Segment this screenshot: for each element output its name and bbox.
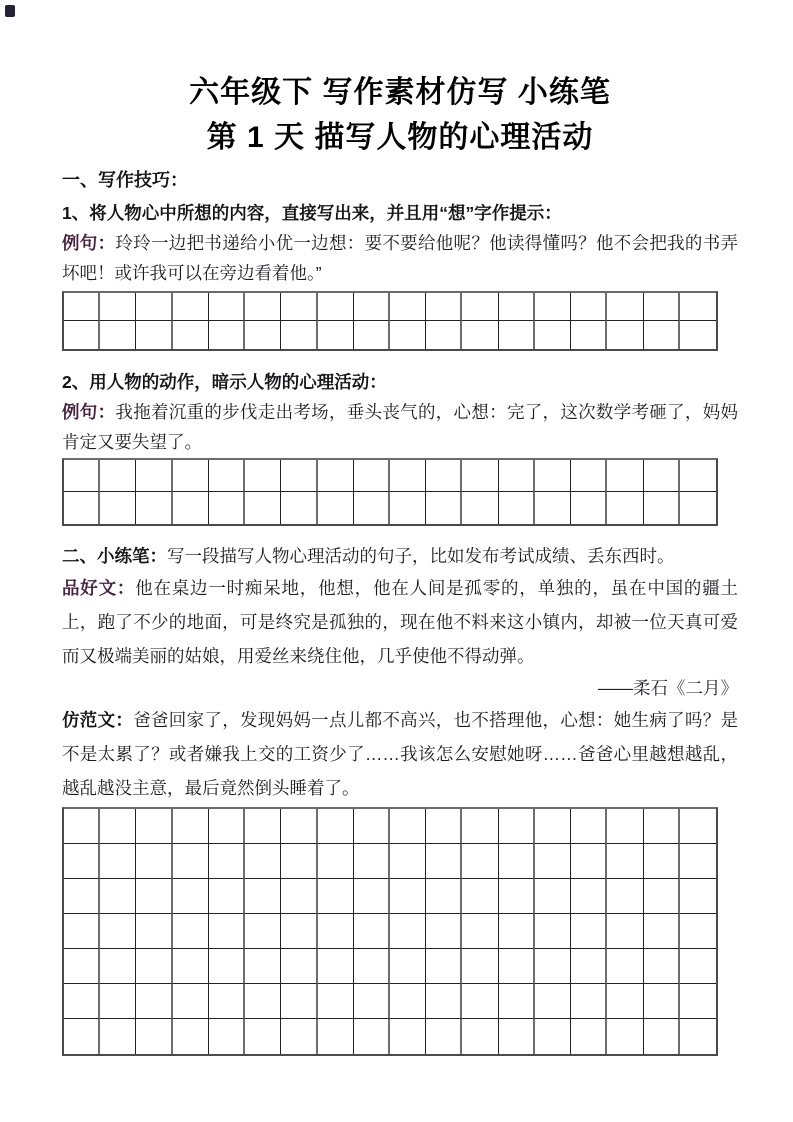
grid-cell <box>245 460 281 492</box>
grid-cell <box>499 321 535 349</box>
example-1-text: 玲玲一边把书递给小优一边想：要不要给他呢？他读得懂吗？他不会把我的书弄坏吧！或许我可以在旁边看着他。” <box>62 233 739 283</box>
grid-cell <box>462 949 498 984</box>
grid-cell <box>100 460 136 492</box>
grid-cell <box>462 879 498 914</box>
grid-cell <box>354 293 390 321</box>
grid-cell <box>390 844 426 879</box>
grid-cell <box>173 984 209 1019</box>
grid-cell <box>426 492 462 524</box>
grid-cell <box>390 984 426 1019</box>
grid-cell <box>354 492 390 524</box>
grid-cell <box>209 321 245 349</box>
grid-cell <box>173 1019 209 1054</box>
grid-cell <box>136 321 172 349</box>
grid-cell <box>571 949 607 984</box>
title-line-1: 六年级下 写作素材仿写 小练笔 <box>189 76 611 109</box>
grid-cell <box>571 321 607 349</box>
scan-corner-mark <box>5 5 15 17</box>
grid-cell <box>100 293 136 321</box>
grid-cell <box>607 984 643 1019</box>
grid-cell <box>535 321 571 349</box>
grid-cell <box>318 293 354 321</box>
grid-cell <box>209 492 245 524</box>
grid-cell <box>209 293 245 321</box>
grid-cell <box>499 914 535 949</box>
grid-cell <box>571 460 607 492</box>
grid-cell <box>209 460 245 492</box>
grid-cell <box>173 492 209 524</box>
grid-cell <box>245 809 281 844</box>
grid-cell <box>64 879 100 914</box>
grid-cell <box>281 460 317 492</box>
grid-cell <box>64 321 100 349</box>
grid-cell <box>535 914 571 949</box>
grid-cell <box>318 949 354 984</box>
grid-cell <box>245 492 281 524</box>
grid-cell <box>680 844 716 879</box>
section2-heading-label: 二、小练笔： <box>62 546 167 566</box>
grid-cell <box>535 984 571 1019</box>
grid-cell <box>281 984 317 1019</box>
grid-cell <box>499 492 535 524</box>
grid-cell <box>245 914 281 949</box>
grid-cell <box>100 492 136 524</box>
grid-cell <box>426 293 462 321</box>
grid-cell <box>318 1019 354 1054</box>
grid-cell <box>499 844 535 879</box>
grid-cell <box>136 844 172 879</box>
grid-cell <box>462 984 498 1019</box>
grid-cell <box>318 809 354 844</box>
grid-cell <box>535 949 571 984</box>
grid-cell <box>64 844 100 879</box>
grid-cell <box>173 321 209 349</box>
grid-cell <box>100 949 136 984</box>
grid-cell <box>680 949 716 984</box>
grid-cell <box>173 949 209 984</box>
grid-cell <box>281 293 317 321</box>
model-passage-text: 他在桌边一时痴呆地，他想，他在人间是孤零的，单独的，虽在中国的疆土上，跑了不少的地面，可是终究是孤独的，现在他不料来这小镇内，却被一位天真可爱而又极端美丽的姑娘，用爱丝来绕住他，几乎使他不得动弹。 <box>62 578 739 666</box>
grid-cell <box>245 321 281 349</box>
grid-cell <box>426 321 462 349</box>
grid-cell <box>318 460 354 492</box>
grid-cell <box>136 949 172 984</box>
grid-cell <box>354 321 390 349</box>
writing-tip-2: 2、用人物的动作，暗示人物的心理活动： <box>62 372 387 392</box>
grid-cell <box>571 879 607 914</box>
grid-cell <box>281 321 317 349</box>
grid-cell <box>136 984 172 1019</box>
grid-cell <box>354 949 390 984</box>
grid-cell <box>136 460 172 492</box>
page-title <box>62 70 738 160</box>
grid-cell <box>390 460 426 492</box>
grid-cell <box>354 984 390 1019</box>
grid-cell <box>535 844 571 879</box>
grid-cell <box>607 492 643 524</box>
grid-cell <box>607 844 643 879</box>
example-sentence-1 <box>62 228 738 288</box>
grid-cell <box>607 460 643 492</box>
grid-cell <box>426 460 462 492</box>
grid-cell <box>462 293 498 321</box>
grid-cell <box>354 809 390 844</box>
grid-cell <box>281 914 317 949</box>
grid-cell <box>354 914 390 949</box>
grid-cell <box>499 293 535 321</box>
grid-cell <box>173 844 209 879</box>
grid-cell <box>426 844 462 879</box>
grid-cell <box>607 949 643 984</box>
grid-cell <box>535 879 571 914</box>
grid-cell <box>462 460 498 492</box>
grid-cell <box>390 492 426 524</box>
grid-cell <box>535 809 571 844</box>
grid-cell <box>680 492 716 524</box>
grid-cell <box>426 809 462 844</box>
grid-cell <box>680 1019 716 1054</box>
grid-cell <box>462 1019 498 1054</box>
practice-grid-1 <box>62 291 718 351</box>
grid-cell <box>136 809 172 844</box>
grid-cell <box>644 809 680 844</box>
grid-cell <box>680 809 716 844</box>
grid-cell <box>644 1019 680 1054</box>
grid-cell <box>607 879 643 914</box>
grid-cell <box>281 844 317 879</box>
grid-cell <box>136 1019 172 1054</box>
grid-cell <box>462 809 498 844</box>
grid-cell <box>100 984 136 1019</box>
grid-cell <box>136 293 172 321</box>
grid-cell <box>64 293 100 321</box>
section2-heading <box>62 541 738 571</box>
grid-cell <box>354 879 390 914</box>
imitation-passage <box>62 703 738 805</box>
grid-cell <box>281 1019 317 1054</box>
grid-cell <box>607 321 643 349</box>
grid-cell <box>571 1019 607 1054</box>
title-line-2: 第 1 天 描写人物的心理活动 <box>206 121 594 154</box>
imitation-passage-label: 仿范文： <box>62 710 134 730</box>
grid-cell <box>390 1019 426 1054</box>
source-attribution: ——柔石《二月》 <box>598 678 738 698</box>
grid-cell <box>64 914 100 949</box>
grid-cell <box>607 1019 643 1054</box>
grid-cell <box>173 914 209 949</box>
grid-cell <box>426 1019 462 1054</box>
grid-cell <box>680 293 716 321</box>
grid-cell <box>571 984 607 1019</box>
grid-cell <box>281 492 317 524</box>
grid-cell <box>136 879 172 914</box>
grid-cell <box>680 321 716 349</box>
grid-cell <box>462 492 498 524</box>
grid-cell <box>318 844 354 879</box>
grid-cell <box>571 492 607 524</box>
grid-cell <box>281 879 317 914</box>
grid-cell <box>209 949 245 984</box>
grid-cell <box>390 321 426 349</box>
grid-cell <box>318 914 354 949</box>
grid-cell <box>245 844 281 879</box>
grid-cell <box>209 879 245 914</box>
grid-cell <box>644 492 680 524</box>
grid-cell <box>173 460 209 492</box>
grid-cell <box>64 492 100 524</box>
grid-cell <box>100 809 136 844</box>
grid-cell <box>499 879 535 914</box>
model-passage <box>62 571 738 673</box>
grid-cell <box>245 293 281 321</box>
grid-cell <box>64 460 100 492</box>
grid-cell <box>354 460 390 492</box>
writing-tip-1: 1、将人物心中所想的内容，直接写出来，并且用“想”字作提示： <box>62 203 562 223</box>
example-1-label: 例句： <box>62 233 116 253</box>
grid-cell <box>173 879 209 914</box>
example-sentence-2 <box>62 397 738 457</box>
grid-cell <box>644 321 680 349</box>
grid-cell <box>245 879 281 914</box>
grid-cell <box>100 321 136 349</box>
grid-cell <box>644 914 680 949</box>
grid-cell <box>281 809 317 844</box>
grid-cell <box>173 293 209 321</box>
grid-cell <box>136 492 172 524</box>
grid-cell <box>318 492 354 524</box>
model-passage-label: 品好文： <box>62 578 136 598</box>
grid-cell <box>644 460 680 492</box>
section2-heading-text: 写一段描写人物心理活动的句子，比如发布考试成绩、丢东西时。 <box>167 546 675 566</box>
grid-cell <box>426 879 462 914</box>
grid-cell <box>136 914 172 949</box>
grid-cell <box>535 492 571 524</box>
grid-cell <box>571 844 607 879</box>
grid-cell <box>499 1019 535 1054</box>
grid-cell <box>680 879 716 914</box>
worksheet-page <box>62 70 738 1056</box>
grid-cell <box>173 809 209 844</box>
grid-cell <box>607 914 643 949</box>
grid-cell <box>209 914 245 949</box>
grid-cell <box>499 809 535 844</box>
grid-cell <box>100 879 136 914</box>
grid-cell <box>390 914 426 949</box>
imitation-passage-text: 爸爸回家了，发现妈妈一点儿都不高兴，也不搭理他，心想：她生病了吗？是不是太累了？或者嫌我上交的工资少了……我该怎么安慰她呀……爸爸心里越想越乱，越乱越没主意，最后竟然倒头睡着了。 <box>62 710 739 798</box>
grid-cell <box>499 984 535 1019</box>
grid-cell <box>390 809 426 844</box>
grid-cell <box>318 321 354 349</box>
grid-cell <box>64 1019 100 1054</box>
grid-cell <box>209 984 245 1019</box>
grid-cell <box>571 809 607 844</box>
grid-cell <box>680 984 716 1019</box>
grid-cell <box>462 321 498 349</box>
grid-cell <box>245 1019 281 1054</box>
grid-cell <box>64 949 100 984</box>
grid-cell <box>462 844 498 879</box>
grid-cell <box>354 1019 390 1054</box>
grid-cell <box>680 914 716 949</box>
grid-cell <box>571 293 607 321</box>
grid-cell <box>644 293 680 321</box>
grid-cell <box>100 844 136 879</box>
grid-cell <box>571 914 607 949</box>
grid-cell <box>209 1019 245 1054</box>
grid-cell <box>499 949 535 984</box>
section1-heading: 一、写作技巧： <box>62 170 188 190</box>
grid-cell <box>390 293 426 321</box>
grid-cell <box>100 1019 136 1054</box>
grid-cell <box>209 844 245 879</box>
grid-cell <box>644 984 680 1019</box>
grid-cell <box>64 809 100 844</box>
example-2-text: 我拖着沉重的步伐走出考场，垂头丧气的，心想：完了，这次数学考砸了，妈妈肯定又要失望了。 <box>62 402 739 452</box>
grid-cell <box>354 844 390 879</box>
grid-cell <box>64 984 100 1019</box>
grid-cell <box>535 293 571 321</box>
grid-cell <box>281 949 317 984</box>
grid-cell <box>607 809 643 844</box>
grid-cell <box>245 949 281 984</box>
grid-cell <box>607 293 643 321</box>
grid-cell <box>245 984 281 1019</box>
grid-cell <box>426 984 462 1019</box>
grid-cell <box>426 914 462 949</box>
grid-cell <box>499 460 535 492</box>
grid-cell <box>390 949 426 984</box>
grid-cell <box>209 809 245 844</box>
grid-cell <box>462 914 498 949</box>
grid-cell <box>318 984 354 1019</box>
grid-cell <box>535 460 571 492</box>
grid-cell <box>426 949 462 984</box>
practice-grid-2 <box>62 458 718 526</box>
grid-cell <box>535 1019 571 1054</box>
grid-cell <box>680 460 716 492</box>
grid-cell <box>644 949 680 984</box>
grid-cell <box>644 879 680 914</box>
grid-cell <box>100 914 136 949</box>
practice-grid-3 <box>62 807 718 1056</box>
example-2-label: 例句： <box>62 402 116 422</box>
grid-cell <box>390 879 426 914</box>
grid-cell <box>644 844 680 879</box>
grid-cell <box>318 879 354 914</box>
